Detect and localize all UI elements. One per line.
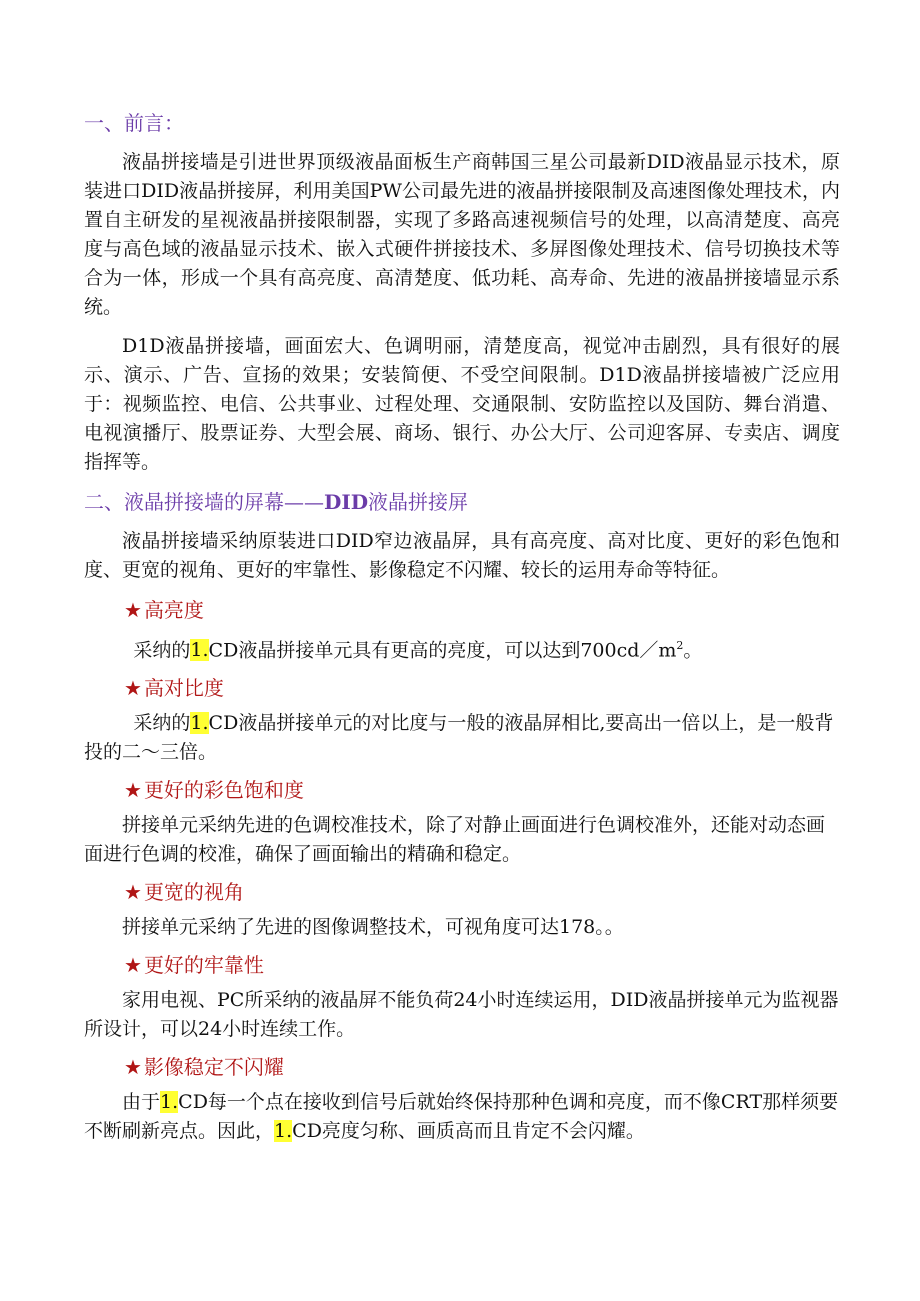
feature-title-brightness: [124, 595, 840, 625]
feature-text-part: 采纳的: [133, 639, 191, 662]
section-heading-screen-prefix: 二、液晶拼接墙的屏幕——: [84, 490, 324, 514]
feature-title-text: 更好的牢靠性: [143, 953, 264, 978]
highlighted-text: 1.: [190, 639, 209, 662]
star-icon: ★: [124, 880, 142, 905]
feature-title-text: 高对比度: [143, 676, 224, 701]
feature-title-text: 更宽的视角: [143, 880, 244, 905]
feature-text-part: CD液晶拼接单元具有更高的亮度，可以达到700cd／m: [208, 639, 677, 662]
preface-paragraph-2: D1D液晶拼接墙，画面宏大、色调明丽，清楚度高，视觉冲击剧烈，具有很好的展示、演示、广告、宣扬的效果；安装简便、不受空间限制。D1D液晶拼接墙被广泛应用于：视频监控、电信、公共事业、过程处理、交通限制、安防监控以及国防、舞台消遣、电视演播厅、股票证券、大型会展、商场、银行、办公大厅、公司迎客屏、专卖店、调度指挥等。: [84, 335, 840, 473]
feature-text-brightness: [84, 631, 840, 665]
highlighted-text: 1.: [274, 1120, 293, 1143]
highlighted-text: 1.: [160, 1091, 179, 1114]
star-icon: ★: [124, 676, 142, 701]
feature-text-part: 由于: [122, 1091, 161, 1114]
feature-title-text: 影像稳定不闪耀: [143, 1055, 284, 1080]
feature-text-stability: [84, 1088, 840, 1146]
feature-title-reliability: [124, 950, 840, 980]
feature-text-part: 采纳的: [133, 712, 191, 735]
preface-paragraph-1: 液晶拼接墙是引进世界顶级液晶面板生产商韩国三星公司最新DID液晶显示技术，原装进口DID液晶拼接屏，利用美国PW公司最先进的液晶拼接限制及高速图像处理技术，内置自主研发的星视液晶拼接限制器，实现了多路高速视频信号的处理，以高清楚度、高亮度与高色域的液晶显示技术、嵌入式硬件拼接技术、多屏图像处理技术、信号切换技术等合为一体，形成一个具有高亮度、高清楚度、低功耗、高寿命、先进的液晶拼接墙显示系统。: [84, 151, 840, 318]
section-heading-preface: 一、前言：: [84, 111, 184, 135]
section-heading-screen-suffix: 液晶拼接屏: [368, 490, 469, 514]
feature-text-saturation: 拼接单元采纳先进的色调校准技术，除了对静止画面进行色调校准外，还能对动态画面进行色调的校准，确保了画面输出的精确和稳定。: [84, 814, 826, 866]
section-heading-screen-did: DID: [324, 490, 369, 514]
feature-title-viewing-angle: [124, 877, 840, 907]
star-icon: ★: [124, 598, 142, 622]
star-icon: ★: [124, 778, 142, 803]
feature-text-viewing-angle: 拼接单元采纳了先进的图像调整技术，可视角度可达178。。: [122, 916, 624, 939]
document-page: [84, 108, 840, 1154]
feature-text-part: CD每一个点在接收到信号后就始终保持那种色调和亮度，而不像CRT那样须要不断刷新亮点。因此，: [84, 1091, 839, 1143]
feature-title-saturation: [124, 775, 840, 805]
highlighted-text: 1.: [190, 712, 209, 735]
feature-text-part: CD液晶拼接单元的对比度与一般的液晶屏相比,要高出一倍以上，是一般背投的二～三倍。: [84, 712, 834, 764]
screen-intro-paragraph: 液晶拼接墙采纳原装进口DID窄边液晶屏，具有高亮度、高对比度、更好的彩色饱和度、更宽的视角、更好的牢靠性、影像稳定不闪耀、较长的运用寿命等特征。: [84, 530, 840, 581]
feature-text-part: CD亮度匀称、画质高而且肯定不会闪耀。: [292, 1120, 645, 1143]
feature-text-reliability: 家用电视、PC所采纳的液晶屏不能负荷24小时连续运用，DID液晶拼接单元为监视器所设计，可以24小时连续工作。: [84, 989, 839, 1041]
feature-text-contrast: [84, 709, 840, 767]
feature-title-stability: [124, 1052, 840, 1082]
feature-text-part: 。: [683, 639, 703, 662]
superscript: 2: [676, 639, 684, 652]
feature-title-contrast: [124, 673, 840, 703]
feature-title-text: 更好的彩色饱和度: [143, 778, 304, 803]
feature-title-text: 高亮度: [143, 598, 204, 622]
star-icon: ★: [124, 1055, 142, 1080]
star-icon: ★: [124, 953, 142, 978]
section-heading-screen: [84, 487, 840, 517]
